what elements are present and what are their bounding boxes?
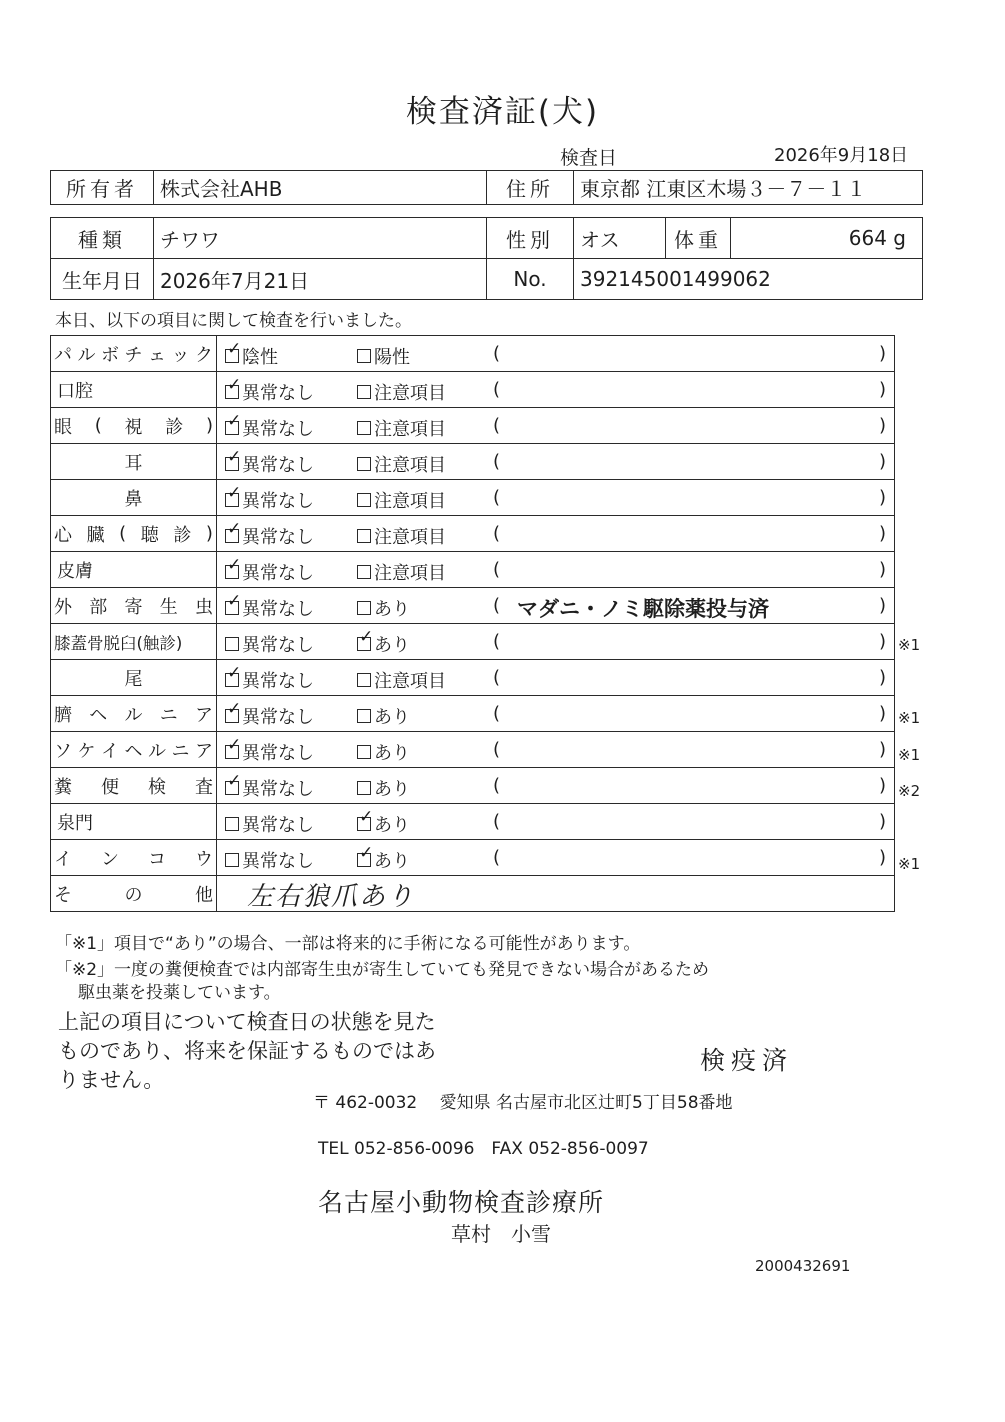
- note-paren-open: (: [493, 703, 501, 724]
- check-mark-icon: ✓: [227, 771, 242, 791]
- item-options-cell: [217, 336, 895, 372]
- option-label: あり: [374, 779, 410, 800]
- option-label: 注意項目: [374, 527, 446, 548]
- option-normal[interactable]: [225, 771, 314, 801]
- option-label: 異常なし: [242, 491, 314, 512]
- item-label-cell: [51, 372, 217, 408]
- inspection-row: [51, 660, 895, 696]
- note-paren-open: (: [493, 343, 501, 364]
- item-label-char: ケ: [77, 740, 96, 762]
- option-label: 陰性: [242, 347, 278, 368]
- footnote-2: 「※2」一度の糞便検査では内部寄生虫が寄生していても発見できない場合があるため: [55, 960, 710, 980]
- owner-label: 所有者: [51, 171, 154, 205]
- option-normal[interactable]: [225, 555, 314, 585]
- item-label-char: ウ: [195, 848, 213, 870]
- footnote-mark: ※1: [898, 709, 921, 727]
- option-abnormal[interactable]: [357, 739, 410, 765]
- sex-value: オス: [574, 218, 666, 259]
- item-options-cell: [217, 588, 895, 624]
- note-paren-open: (: [493, 487, 501, 508]
- item-options-cell: [217, 444, 895, 480]
- item-label-text: 皮膚: [57, 560, 93, 582]
- item-options-cell: [217, 732, 895, 768]
- note-paren-open: (: [493, 415, 501, 436]
- item-label-char: ア: [195, 740, 213, 762]
- item-label-char: 生: [159, 596, 178, 618]
- checkbox[interactable]: [357, 457, 371, 471]
- item-label: [54, 485, 213, 511]
- serial-number: 2000432691: [755, 1257, 851, 1275]
- note-paren-close: ): [878, 451, 886, 472]
- footnote-2-continued: 駆虫薬を投薬しています。: [78, 983, 281, 1003]
- note-paren-close: ): [878, 415, 886, 436]
- check-mark-icon: ✓: [227, 519, 242, 539]
- item-label: [54, 413, 213, 439]
- item-options-cell: [217, 408, 895, 444]
- checkbox[interactable]: [357, 421, 371, 435]
- owner-table: [50, 170, 923, 205]
- item-label-cell: [51, 444, 217, 480]
- option-normal[interactable]: [225, 519, 314, 549]
- check-mark-icon: ✓: [359, 627, 374, 647]
- note-paren-close: ): [878, 595, 886, 616]
- option-label: 注意項目: [374, 671, 446, 692]
- item-label: [54, 701, 213, 727]
- item-label: [54, 557, 217, 583]
- option-label: 異常なし: [242, 383, 314, 404]
- item-options-cell: [217, 768, 895, 804]
- option-label: 異常なし: [242, 707, 314, 728]
- breed-label: 種類: [51, 218, 154, 259]
- option-label: あり: [374, 851, 410, 872]
- item-label-char: 聴: [140, 524, 159, 546]
- item-label-char: ニ: [159, 704, 178, 726]
- note-paren-close: ): [878, 775, 886, 796]
- option-label: 異常なし: [242, 527, 314, 548]
- item-label-char: イ: [54, 848, 72, 870]
- item-label-cell: [51, 660, 217, 696]
- note-paren-close: ): [878, 667, 886, 688]
- option-label: 異常なし: [242, 419, 314, 440]
- option-normal[interactable]: [225, 663, 314, 693]
- option-abnormal[interactable]: [357, 775, 410, 801]
- item-label-char: そ: [54, 884, 72, 906]
- clinic-phone: TEL 052-856-0096 FAX 052-856-0097: [318, 1139, 649, 1159]
- item-label-text: 膝蓋骨脱臼(触診): [54, 633, 183, 653]
- option-abnormal[interactable]: [357, 415, 446, 441]
- inspection-row: [51, 696, 895, 732]
- item-label-cell: [51, 588, 217, 624]
- item-label: [54, 665, 213, 691]
- option-abnormal[interactable]: [357, 667, 446, 693]
- animal-table: [50, 217, 923, 300]
- checkbox[interactable]: [225, 447, 242, 471]
- item-label-char: ク: [195, 344, 213, 366]
- item-label: [54, 593, 213, 619]
- checkbox[interactable]: [225, 771, 242, 795]
- checkbox[interactable]: [225, 483, 242, 507]
- note-paren-close: ): [878, 487, 886, 508]
- footnote-mark: ※2: [898, 782, 921, 800]
- item-label-char: 臍: [54, 704, 72, 726]
- option-label: 注意項目: [374, 563, 446, 584]
- item-label-char: コ: [148, 848, 166, 870]
- note-paren-open: (: [493, 811, 501, 832]
- option-abnormal[interactable]: [357, 523, 446, 549]
- item-options-cell: [217, 624, 895, 660]
- inspection-row: [51, 372, 895, 408]
- option-label: 異常なし: [242, 851, 314, 872]
- checkbox[interactable]: [357, 807, 374, 831]
- item-label-char: 臓: [86, 524, 105, 546]
- owner-value: 株式会社AHB: [154, 171, 487, 205]
- footnote-1: 「※1」項目で“あり”の場合、一部は将来的に手術になる可能性があります。: [55, 934, 641, 954]
- item-options-cell: [217, 804, 895, 840]
- note-paren-close: ): [878, 703, 886, 724]
- note-paren-open: (: [493, 739, 501, 760]
- checkbox[interactable]: [225, 519, 242, 543]
- footnote-mark: ※1: [898, 745, 921, 764]
- document-title: 検査済証(犬): [405, 94, 600, 130]
- checkbox[interactable]: [225, 339, 242, 363]
- item-label: [54, 341, 213, 367]
- exam-date-value: 2026年9月18日: [774, 145, 909, 166]
- inspection-table: [50, 335, 895, 912]
- item-options-cell: [217, 840, 895, 876]
- item-label-cell: [51, 408, 217, 444]
- item-options-cell: [217, 516, 895, 552]
- note-paren-close: ): [878, 343, 886, 364]
- item-label-text: 鼻: [124, 488, 143, 510]
- item-label-char: ア: [195, 704, 213, 726]
- other-value-cell: [217, 876, 895, 912]
- birth-value: 2026年7月21日: [154, 259, 487, 300]
- checkbox[interactable]: [225, 555, 242, 579]
- option-label: あり: [374, 815, 410, 836]
- note-paren-open: (: [493, 559, 501, 580]
- inspection-row: [51, 516, 895, 552]
- note-paren-close: ): [878, 523, 886, 544]
- breed-value: チワワ: [154, 218, 487, 259]
- footnote-mark: ※1: [898, 636, 921, 654]
- item-label-char: 視: [124, 416, 143, 438]
- option-normal[interactable]: [225, 735, 314, 765]
- check-mark-icon: ✓: [227, 483, 242, 503]
- item-label-char: 査: [195, 776, 213, 798]
- item-label-char: ): [205, 523, 213, 544]
- item-label-char: ボ: [101, 344, 119, 366]
- item-label-cell: [51, 624, 217, 660]
- address-value: 東京都 江東区木場３－７－１１: [574, 171, 923, 205]
- item-label-char: 心: [54, 524, 72, 546]
- item-label-char: ヘ: [124, 740, 143, 762]
- item-label-char: ン: [101, 848, 119, 870]
- option-normal[interactable]: [225, 375, 314, 405]
- address-label: 住所: [487, 171, 574, 205]
- checkbox[interactable]: [357, 385, 371, 399]
- inspection-row: [51, 588, 895, 624]
- item-label-char: (: [94, 415, 102, 436]
- option-label: 注意項目: [374, 419, 446, 440]
- checkbox[interactable]: [225, 663, 242, 687]
- option-label: 異常なし: [242, 635, 314, 656]
- clinic-address: 〒 462-0032 愛知県 名古屋市北区辻町5丁目58番地: [313, 1093, 733, 1113]
- option-label: 注意項目: [374, 455, 446, 476]
- checkbox[interactable]: [225, 853, 239, 867]
- option-label: 注意項目: [374, 491, 446, 512]
- option-label: 異常なし: [242, 563, 314, 584]
- note-paren-open: (: [493, 379, 501, 400]
- check-mark-icon: ✓: [359, 843, 374, 863]
- item-label: [54, 737, 213, 763]
- option-normal[interactable]: [225, 847, 314, 873]
- item-options-cell: [217, 696, 895, 732]
- item-label-char: ル: [148, 740, 166, 762]
- check-mark-icon: ✓: [227, 735, 242, 755]
- item-label-char: 便: [101, 776, 119, 798]
- disclaimer: 上記の項目について検査日の状態を見たものであり、将来を保証するものではありません。: [58, 1010, 436, 1092]
- check-mark-icon: ✓: [227, 699, 242, 719]
- item-label-text: 尾: [124, 668, 143, 690]
- inspection-row: [51, 336, 895, 372]
- item-label-char: ッ: [171, 344, 190, 366]
- note-paren-open: (: [493, 523, 501, 544]
- item-label-text: 耳: [124, 452, 143, 474]
- item-label: [54, 449, 213, 475]
- option-abnormal[interactable]: [357, 343, 410, 369]
- checkbox[interactable]: [357, 745, 371, 759]
- item-label-char: ェ: [148, 344, 166, 366]
- checkbox[interactable]: [357, 627, 374, 651]
- checkbox[interactable]: [225, 591, 242, 615]
- note-paren-close: ): [878, 739, 886, 760]
- item-options-cell: [217, 552, 895, 588]
- item-label-cell: [51, 732, 217, 768]
- note-paren-close: ): [878, 379, 886, 400]
- item-label-char: チ: [124, 344, 143, 366]
- option-label: あり: [374, 743, 410, 764]
- option-label: 異常なし: [242, 671, 314, 692]
- option-normal[interactable]: [225, 631, 314, 657]
- option-normal[interactable]: [225, 699, 314, 729]
- check-mark-icon: ✓: [227, 591, 242, 611]
- no-value: 392145001499062: [574, 259, 923, 300]
- item-options-cell: [217, 480, 895, 516]
- checkbox[interactable]: [357, 349, 371, 363]
- check-mark-icon: ✓: [227, 555, 242, 575]
- other-handwritten-value: 左右狼爪あり: [247, 882, 416, 912]
- note-paren-open: (: [493, 595, 501, 616]
- option-abnormal[interactable]: [357, 807, 410, 837]
- note-paren-open: (: [493, 667, 501, 688]
- sex-label: 性別: [487, 218, 574, 259]
- item-label-cell: [51, 552, 217, 588]
- item-label-char: イ: [101, 740, 119, 762]
- item-label: [54, 630, 213, 654]
- checkbox[interactable]: [225, 411, 242, 435]
- option-abnormal[interactable]: [357, 559, 446, 585]
- birth-label: 生年月日: [51, 259, 154, 300]
- item-label-char: 虫: [195, 596, 213, 618]
- item-label-char: 外: [54, 596, 72, 618]
- option-label: 注意項目: [374, 383, 446, 404]
- checkbox[interactable]: [357, 601, 371, 615]
- item-label-cell: [51, 768, 217, 804]
- checkbox[interactable]: [357, 673, 371, 687]
- item-label: [54, 845, 213, 871]
- inspection-row: [51, 732, 895, 768]
- item-label-char: パ: [54, 344, 72, 366]
- option-abnormal[interactable]: [357, 843, 410, 873]
- item-options-cell: [217, 660, 895, 696]
- item-label-char: ソ: [54, 740, 72, 762]
- inspection-row: [51, 480, 895, 516]
- item-label-char: 糞: [54, 776, 72, 798]
- inspection-row: [51, 444, 895, 480]
- check-mark-icon: ✓: [227, 339, 242, 359]
- item-label: [54, 809, 217, 835]
- inspection-row: [51, 840, 895, 876]
- item-label-char: 眼: [54, 416, 72, 438]
- item-label-char: 部: [89, 596, 108, 618]
- option-abnormal[interactable]: [357, 487, 446, 513]
- no-label: No.: [487, 259, 574, 300]
- item-label-cell: [51, 840, 217, 876]
- option-label: あり: [374, 635, 410, 656]
- note-paren-open: (: [493, 631, 501, 652]
- other-label: [54, 881, 213, 907]
- option-abnormal[interactable]: [357, 703, 410, 729]
- option-label: 異常なし: [242, 815, 314, 836]
- item-label: [54, 377, 217, 403]
- inspection-row: [51, 552, 895, 588]
- item-label-cell: [51, 696, 217, 732]
- checkbox[interactable]: [357, 565, 371, 579]
- inspection-row: [51, 804, 895, 840]
- item-label: [54, 773, 213, 799]
- item-label-char: ニ: [171, 740, 190, 762]
- option-normal[interactable]: [225, 339, 278, 369]
- option-label: 異常なし: [242, 779, 314, 800]
- item-label-cell: [51, 336, 217, 372]
- note-paren-open: (: [493, 451, 501, 472]
- checkbox[interactable]: [357, 843, 374, 867]
- checkbox[interactable]: [225, 735, 242, 759]
- other-label-cell: [51, 876, 217, 912]
- item-label-char: ル: [124, 704, 143, 726]
- item-label-char: 診: [173, 524, 192, 546]
- note-paren-open: (: [493, 775, 501, 796]
- checkbox[interactable]: [357, 781, 371, 795]
- checkbox[interactable]: [225, 637, 239, 651]
- item-label-char: ヘ: [89, 704, 108, 726]
- inspection-row: [51, 768, 895, 804]
- note-paren-close: ): [878, 559, 886, 580]
- item-label-cell: [51, 516, 217, 552]
- intro-text: 本日、以下の項目に関して検査を行いました。: [55, 311, 412, 331]
- checkbox[interactable]: [225, 375, 242, 399]
- item-label-char: の: [124, 884, 143, 906]
- inspection-row: [51, 408, 895, 444]
- option-label: あり: [374, 707, 410, 728]
- note-paren-close: ): [878, 847, 886, 868]
- checkbox[interactable]: [357, 529, 371, 543]
- item-label: [54, 521, 213, 547]
- item-label-char: (: [119, 523, 127, 544]
- option-abnormal[interactable]: [357, 627, 410, 657]
- option-abnormal[interactable]: [357, 451, 446, 477]
- footnote-mark: ※1: [898, 855, 921, 873]
- item-label-char: 他: [195, 884, 213, 906]
- item-label-text: 口腔: [57, 380, 93, 402]
- item-label-cell: [51, 804, 217, 840]
- item-label-char: 検: [148, 776, 166, 798]
- option-label: 異常なし: [242, 599, 314, 620]
- quarantine-stamp: 検疫済: [700, 1046, 794, 1075]
- item-label-char: ): [205, 415, 213, 436]
- inspection-row: [51, 624, 895, 660]
- item-options-cell: [217, 372, 895, 408]
- check-mark-icon: ✓: [359, 807, 374, 827]
- weight-label: 体重: [666, 218, 731, 259]
- check-mark-icon: ✓: [227, 447, 242, 467]
- option-label: あり: [374, 599, 410, 620]
- item-label-cell: [51, 480, 217, 516]
- checkbox[interactable]: [357, 493, 371, 507]
- option-abnormal[interactable]: [357, 595, 410, 621]
- inspector-name: 草村 小雪: [451, 1222, 551, 1246]
- exam-date-label: 検査日: [560, 147, 618, 169]
- check-mark-icon: ✓: [227, 375, 242, 395]
- option-normal[interactable]: [225, 447, 314, 477]
- option-abnormal[interactable]: [357, 379, 446, 405]
- item-label-text: 泉門: [57, 812, 93, 834]
- option-normal[interactable]: [225, 811, 314, 837]
- item-note: マダニ・ノミ駆除薬投与済: [517, 597, 769, 621]
- item-label-char: 診: [165, 416, 184, 438]
- clinic-name: 名古屋小動物検査診療所: [318, 1188, 605, 1217]
- option-label: 異常なし: [242, 743, 314, 764]
- option-normal[interactable]: [225, 411, 314, 441]
- note-paren-close: ): [878, 631, 886, 652]
- option-normal[interactable]: [225, 591, 314, 621]
- option-normal[interactable]: [225, 483, 314, 513]
- note-paren-open: (: [493, 847, 501, 868]
- item-label-char: 寄: [124, 596, 143, 618]
- check-mark-icon: ✓: [227, 411, 242, 431]
- weight-value: 664 g: [731, 218, 923, 259]
- checkbox[interactable]: [225, 699, 242, 723]
- option-label: 異常なし: [242, 455, 314, 476]
- note-paren-close: ): [878, 811, 886, 832]
- check-mark-icon: ✓: [227, 663, 242, 683]
- checkbox[interactable]: [225, 817, 239, 831]
- option-label: 陽性: [374, 347, 410, 368]
- checkbox[interactable]: [357, 709, 371, 723]
- item-label-char: ル: [77, 344, 96, 366]
